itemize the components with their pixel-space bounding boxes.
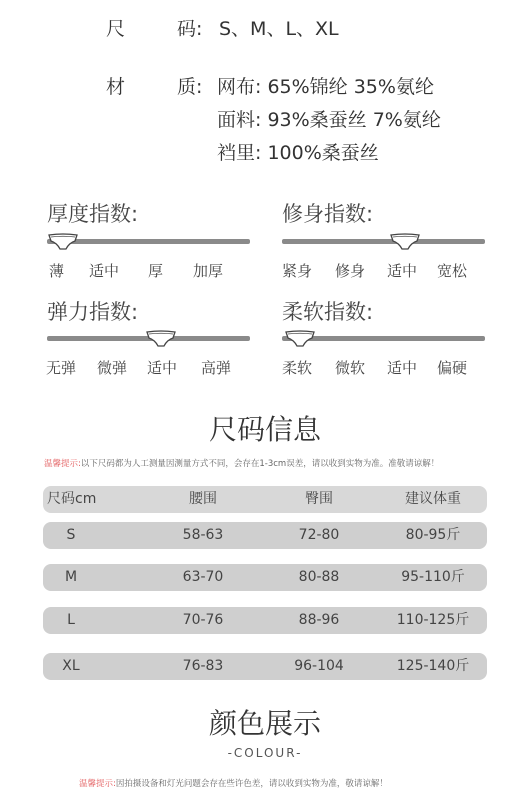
row-waist: 58-63 (182, 527, 224, 543)
thickness-index-title: 厚度指数: (47, 202, 139, 226)
fit-index-title: 修身指数: (282, 202, 374, 226)
material-line-2: 面料: 93%桑蚕丝 7%氨纶 (217, 109, 441, 131)
colour-title: 颜色展示 (208, 707, 321, 740)
table-row (43, 564, 487, 591)
size-label-2 (177, 14, 202, 41)
row-hip: 88-96 (298, 612, 340, 628)
elasticity-level-label: 高弹 (201, 359, 232, 377)
row-size: M (64, 569, 78, 585)
row-waist: 76-83 (182, 658, 224, 674)
row-weight: 125-140斤 (396, 658, 470, 674)
table-row (43, 653, 487, 680)
table-row (43, 607, 487, 634)
material-label (106, 72, 125, 99)
row-waist: 70-76 (182, 612, 224, 628)
size-notice-highlight: 温馨提示: (44, 459, 81, 469)
softness-level-label: 适中 (387, 359, 418, 377)
colour-subtitle: -COLOUR- (227, 746, 303, 760)
colour-notice-highlight: 温馨提示: (79, 779, 116, 789)
size-notice (44, 457, 439, 469)
briefs-marker-icon (390, 232, 420, 250)
row-weight: 110-125斤 (396, 612, 470, 628)
elasticity-level-label: 微弹 (97, 359, 128, 377)
material-line-3: 裆里: 100%桑蚕丝 (217, 142, 379, 164)
row-weight: 95-110斤 (401, 569, 465, 585)
row-hip: 96-104 (294, 658, 344, 674)
briefs-marker-icon (285, 329, 315, 347)
row-hip: 72-80 (298, 527, 340, 543)
elasticity-index-title: 弹力指数: (47, 300, 139, 324)
row-hip: 80-88 (298, 569, 340, 585)
header-size: 尺码cm (47, 491, 97, 507)
header-weight: 建议体重 (405, 491, 461, 507)
size-values: S、M、L、XL (219, 18, 339, 40)
material-line-1: 网布: 65%锦纶 35%氨纶 (217, 76, 434, 98)
row-size: XL (62, 658, 80, 674)
briefs-marker-icon (48, 232, 78, 250)
header-waist: 腰围 (189, 491, 217, 507)
fit-level-label: 适中 (387, 262, 418, 280)
size-label (106, 14, 125, 41)
softness-level-label: 偏硬 (437, 359, 468, 377)
colour-notice-text: 因拍摄设备和灯光问题会存在些许色差，请以收到实物为准，敬请谅解！ (115, 779, 388, 789)
thickness-level-label: 加厚 (193, 262, 224, 280)
row-waist: 63-70 (182, 569, 224, 585)
material-colon: : (196, 76, 203, 98)
fit-index-bar (282, 239, 485, 244)
row-size: S (66, 527, 76, 543)
size-info-title: 尺码信息 (208, 413, 321, 446)
thickness-level-label: 适中 (89, 262, 120, 280)
fit-level-label: 修身 (335, 262, 366, 280)
size-colon: : (196, 18, 203, 40)
briefs-marker-icon (146, 329, 176, 347)
elasticity-level-label: 适中 (147, 359, 178, 377)
softness-level-label: 微软 (335, 359, 366, 377)
size-notice-text: 以下尺码都为人工测量因测量方式不同，会存在1-3cm误差，请以收到实物为准。准敬请谅解！ (80, 459, 440, 469)
header-hip: 臀围 (305, 491, 333, 507)
elasticity-level-label: 无弹 (46, 359, 77, 377)
colour-notice (79, 777, 388, 789)
row-weight: 80-95斤 (405, 527, 461, 543)
size-label-char2: 码 (177, 18, 197, 40)
fit-level-label: 紧身 (282, 262, 313, 280)
fit-level-label: 宽松 (437, 262, 468, 280)
row-size: L (67, 612, 75, 628)
material-label-char1: 材 (106, 76, 126, 98)
thickness-level-label: 厚 (148, 262, 164, 280)
softness-level-label: 柔软 (282, 359, 313, 377)
softness-index-title: 柔软指数: (282, 300, 374, 324)
thickness-level-label: 薄 (49, 262, 65, 280)
size-table-header (43, 486, 487, 513)
size-label-char1: 尺 (106, 18, 126, 40)
table-row (43, 522, 487, 549)
material-label-char2: 质 (177, 76, 197, 98)
material-label-2 (177, 72, 202, 99)
